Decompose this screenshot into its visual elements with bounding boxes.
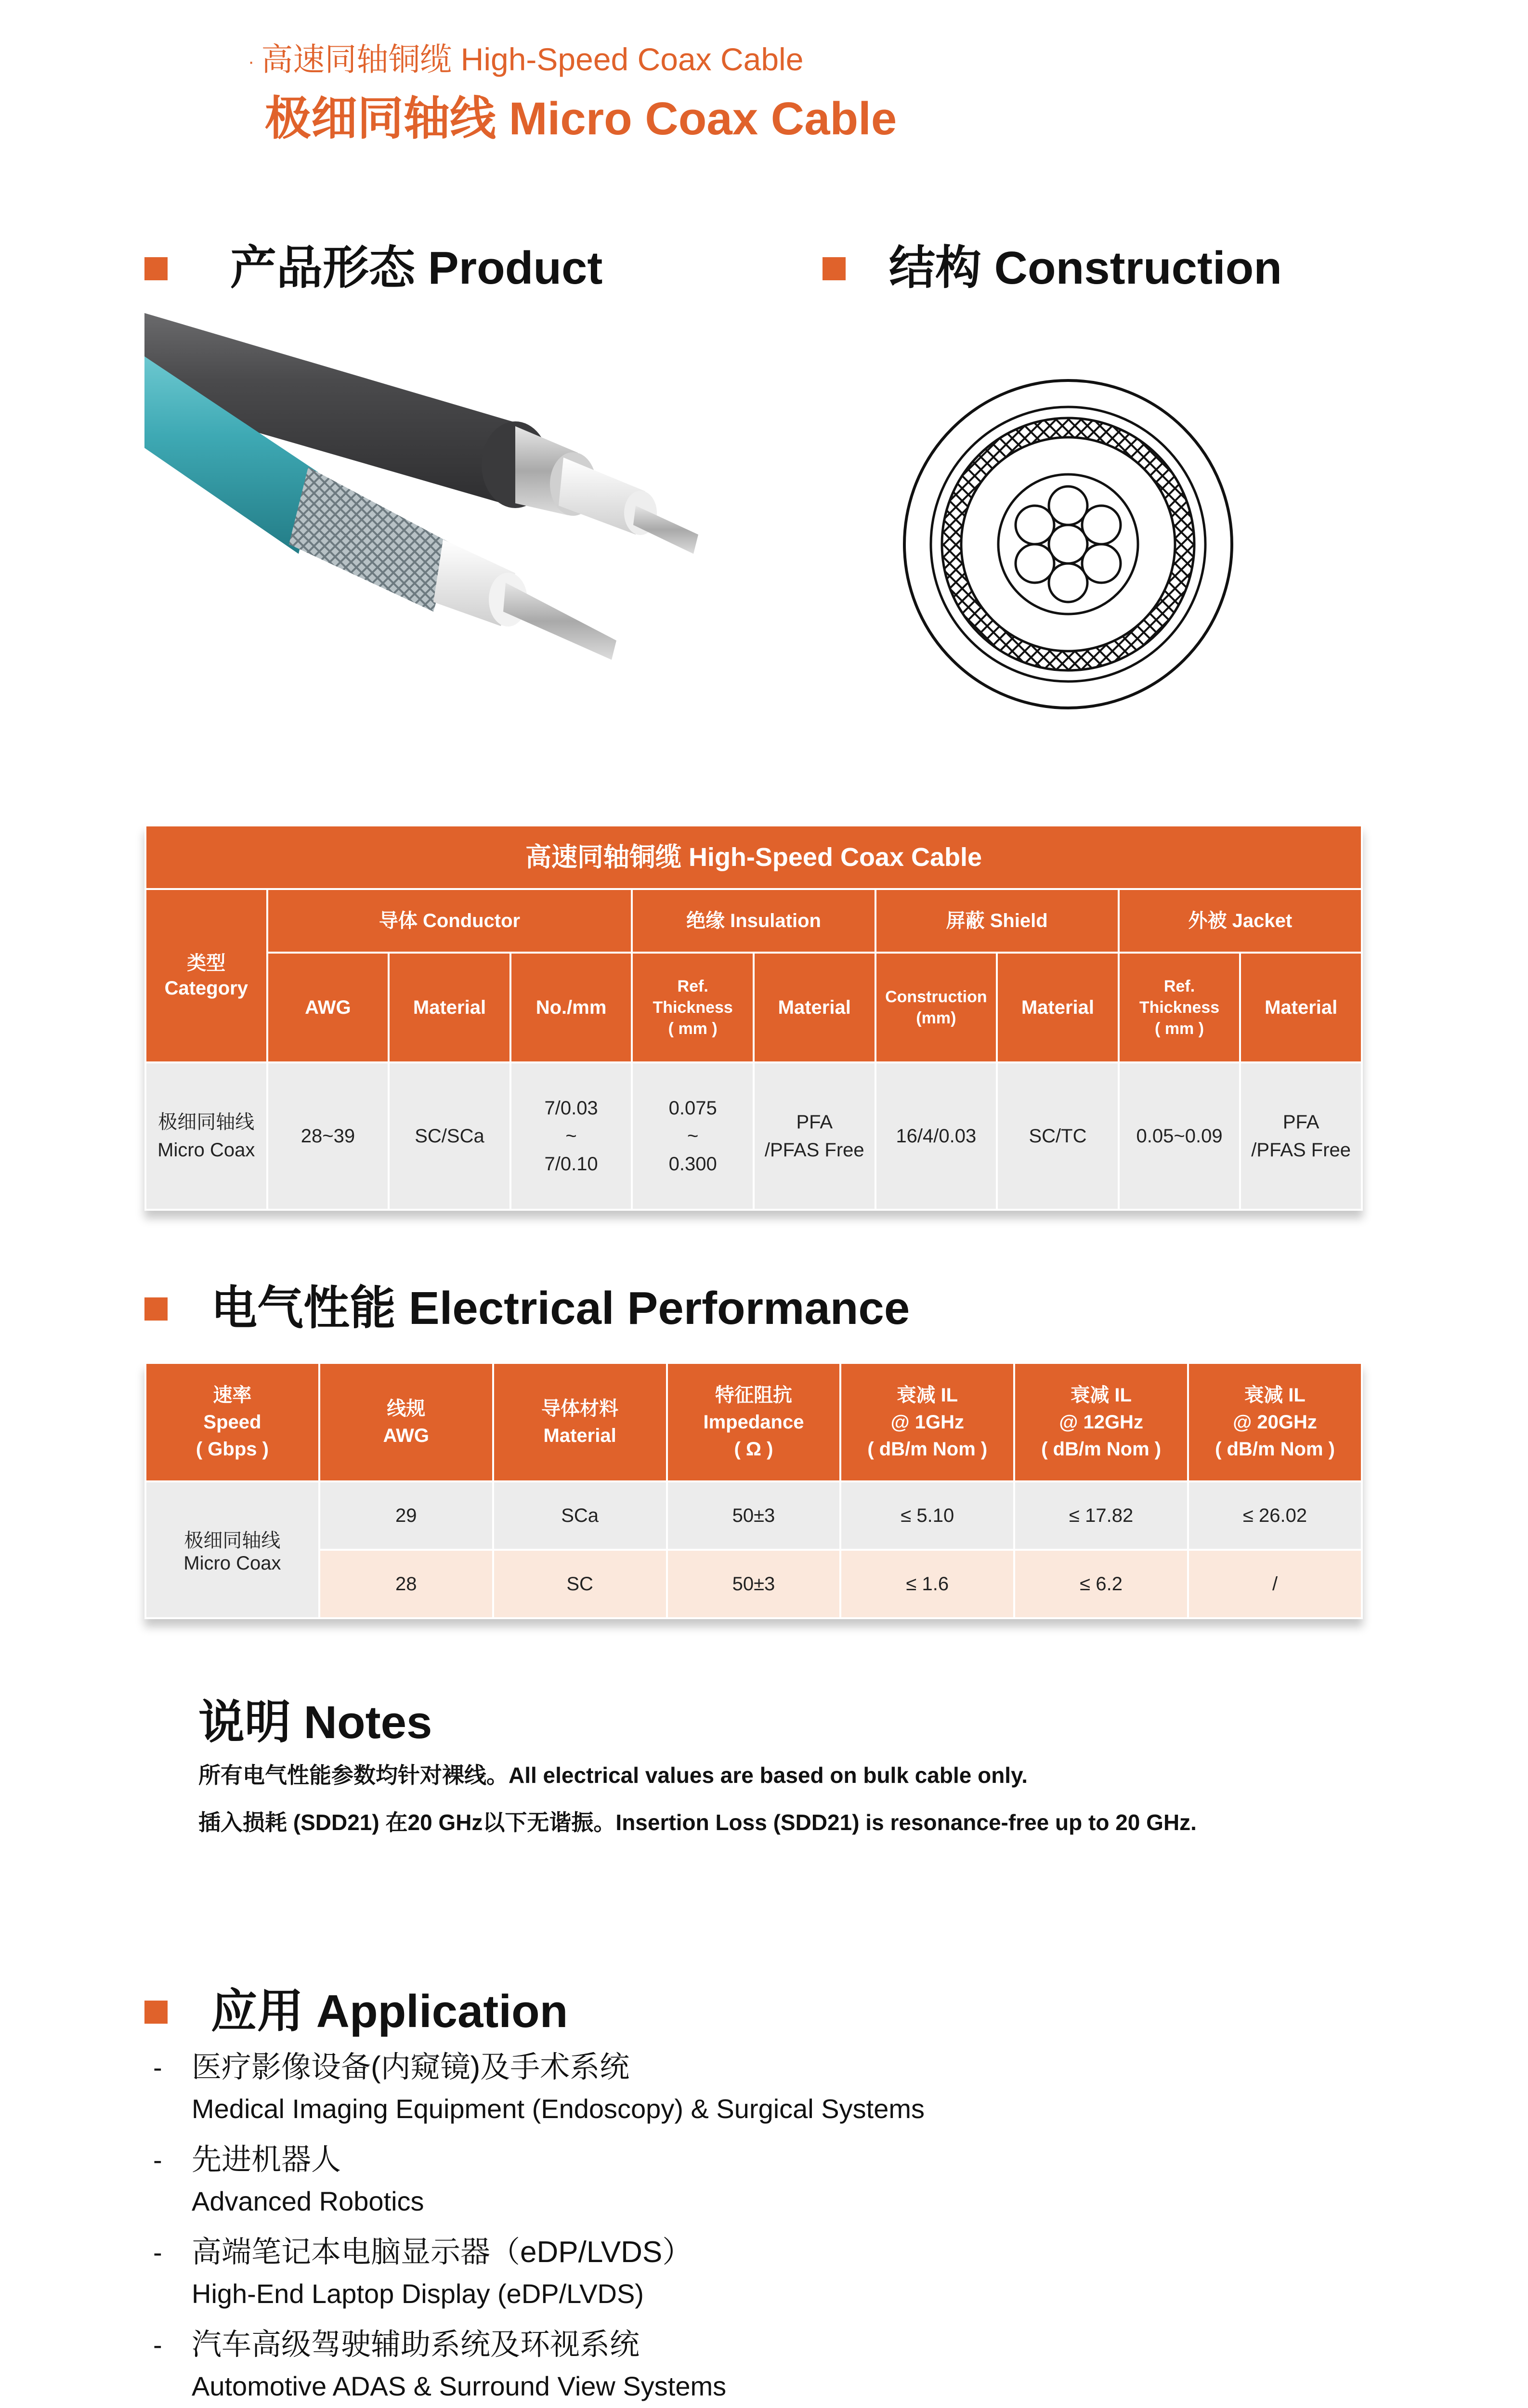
il-1ghz-cell: ≤ 1.6 — [840, 1550, 1014, 1618]
shield-material-header: Material — [997, 953, 1119, 1062]
insulation-thickness-header: Ref. Thickness ( mm ) — [632, 953, 754, 1062]
list-dash: - — [153, 2237, 162, 2267]
construction-cross-section-image — [900, 376, 1237, 713]
conductor-group-header: 导体 Conductor — [267, 889, 632, 953]
heading-square-icon — [144, 1297, 168, 1321]
shield-construction-cell: 16/4/0.03 — [875, 1062, 997, 1210]
series-en: High-Speed Coax Cable — [460, 41, 804, 77]
application-heading-cn: 应用 — [211, 1986, 303, 2037]
category-cell: 极细同轴线 Micro Coax — [145, 1481, 319, 1618]
application-list — [153, 2047, 925, 2408]
section-heading-construction — [823, 231, 1282, 297]
impedance-cell: 50±3 — [667, 1550, 841, 1618]
no-mm-cell: 7/0.03 ~ 7/0.10 — [510, 1062, 632, 1210]
conductor-material-header: Material — [389, 953, 510, 1062]
note-line: 插入损耗 (SDD21) 在20 GHz以下无谐振。Insertion Loss (SDD21) is resonance-free up to 20 GHz. — [198, 1810, 1197, 1835]
application-cn: 先进机器人 — [192, 2143, 341, 2176]
jacket-material-header: Material — [1240, 953, 1362, 1062]
insulation-group-header: 绝缘 Insulation — [632, 889, 875, 953]
awg-header: 线规 AWG — [319, 1363, 493, 1481]
category-cell: 极细同轴线 Micro Coax — [145, 1062, 267, 1210]
construction-heading-cn: 结构 — [889, 242, 981, 294]
heading-square-icon — [144, 2001, 168, 2024]
jacket-material-cell: PFA /PFAS Free — [1240, 1062, 1362, 1210]
list-dash: - — [153, 2052, 162, 2082]
application-en: Medical Imaging Equipment (Endoscopy) & Surgical Systems — [192, 2094, 925, 2124]
notes-heading-en: Notes — [303, 1697, 432, 1748]
electrical-heading-cn: 电气性能 — [211, 1283, 396, 1334]
product-heading-cn: 产品形态 — [230, 242, 415, 294]
list-item — [153, 2232, 925, 2315]
section-heading-product — [144, 231, 602, 297]
product-heading-en: Product — [428, 242, 603, 294]
il-12ghz-cell: ≤ 6.2 — [1014, 1550, 1188, 1618]
electrical-table — [144, 1362, 1363, 1619]
category-header: 类型 Category — [145, 889, 267, 1062]
section-heading-application — [144, 1975, 568, 2041]
shield-material-cell: SC/TC — [997, 1062, 1119, 1210]
material-cell: SC — [493, 1550, 667, 1618]
series-title — [248, 34, 803, 79]
list-dash: - — [153, 2329, 162, 2360]
spec-table — [144, 824, 1363, 1211]
jacket-thickness-cell: 0.05~0.09 — [1119, 1062, 1241, 1210]
construction-heading-en: Construction — [994, 242, 1282, 294]
series-bullet: · — [248, 51, 255, 73]
impedance-header: 特征阻抗 Impedance ( Ω ) — [667, 1363, 841, 1481]
speed-header: 速率 Speed ( Gbps ) — [145, 1363, 319, 1481]
material-cell: SCa — [493, 1481, 667, 1550]
jacket-thickness-header: Ref. Thickness ( mm ) — [1119, 953, 1241, 1062]
il-12ghz-cell: ≤ 17.82 — [1014, 1481, 1188, 1550]
awg-cell: 28 — [319, 1550, 493, 1618]
table-row — [145, 1062, 1362, 1210]
awg-cell: 29 — [319, 1481, 493, 1550]
heading-square-icon — [823, 257, 846, 280]
product-title-cn: 极细同轴线 — [265, 93, 496, 144]
awg-header: AWG — [267, 953, 389, 1062]
series-cn: 高速同轴铜缆 — [261, 41, 452, 77]
no-mm-header: No./mm — [510, 953, 632, 1062]
il-1ghz-cell: ≤ 5.10 — [840, 1481, 1014, 1550]
il-20ghz-cell: ≤ 26.02 — [1188, 1481, 1362, 1550]
list-item — [153, 2047, 925, 2130]
product-title — [265, 82, 897, 148]
il-1ghz-header: 衰减 IL @ 1GHz ( dB/m Nom ) — [840, 1363, 1014, 1481]
insulation-thickness-cell: 0.075 ~ 0.300 — [632, 1062, 754, 1210]
notes-heading — [198, 1686, 432, 1752]
section-heading-electrical — [144, 1271, 910, 1337]
application-en: Advanced Robotics — [192, 2186, 424, 2216]
application-cn: 高端笔记本电脑显示器（eDP/LVDS） — [192, 2236, 692, 2269]
table-row — [145, 1550, 1362, 1618]
application-en: High-End Laptop Display (eDP/LVDS) — [192, 2278, 644, 2309]
product-title-en: Micro Coax Cable — [509, 93, 897, 144]
application-heading-en: Application — [316, 1986, 568, 2037]
insulation-material-header: Material — [754, 953, 875, 1062]
table-row — [145, 1481, 1362, 1550]
il-12ghz-header: 衰减 IL @ 12GHz ( dB/m Nom ) — [1014, 1363, 1188, 1481]
list-item — [153, 2139, 925, 2222]
electrical-header-row — [145, 1363, 1362, 1481]
insulation-material-cell: PFA /PFAS Free — [754, 1062, 875, 1210]
notes-heading-cn: 说明 — [198, 1697, 291, 1748]
note-line: 所有电气性能参数均针对裸线。All electrical values are based on bulk cable only. — [198, 1763, 1028, 1788]
heading-square-icon — [144, 257, 168, 280]
conductor-material-cell: SC/SCa — [389, 1062, 510, 1210]
awg-cell: 28~39 — [267, 1062, 389, 1210]
impedance-cell: 50±3 — [667, 1481, 841, 1550]
product-cable-image — [144, 313, 713, 689]
il-20ghz-cell: / — [1188, 1550, 1362, 1618]
application-en: Automotive ADAS & Surround View Systems — [192, 2371, 727, 2401]
list-item — [153, 2324, 925, 2407]
material-header: 导体材料 Material — [493, 1363, 667, 1481]
spec-table-title: 高速同轴铜缆 High-Speed Coax Cable — [145, 825, 1362, 889]
application-cn: 汽车高级驾驶辅助系统及环视系统 — [192, 2328, 640, 2361]
application-cn: 医疗影像设备(内窥镜)及手术系统 — [192, 2051, 630, 2084]
shield-group-header: 屏蔽 Shield — [875, 889, 1119, 953]
list-dash: - — [153, 2145, 162, 2175]
il-20ghz-header: 衰减 IL @ 20GHz ( dB/m Nom ) — [1188, 1363, 1362, 1481]
shield-construction-header: Construction (mm) — [875, 953, 997, 1062]
electrical-heading-en: Electrical Performance — [408, 1283, 910, 1334]
jacket-group-header: 外被 Jacket — [1119, 889, 1362, 953]
